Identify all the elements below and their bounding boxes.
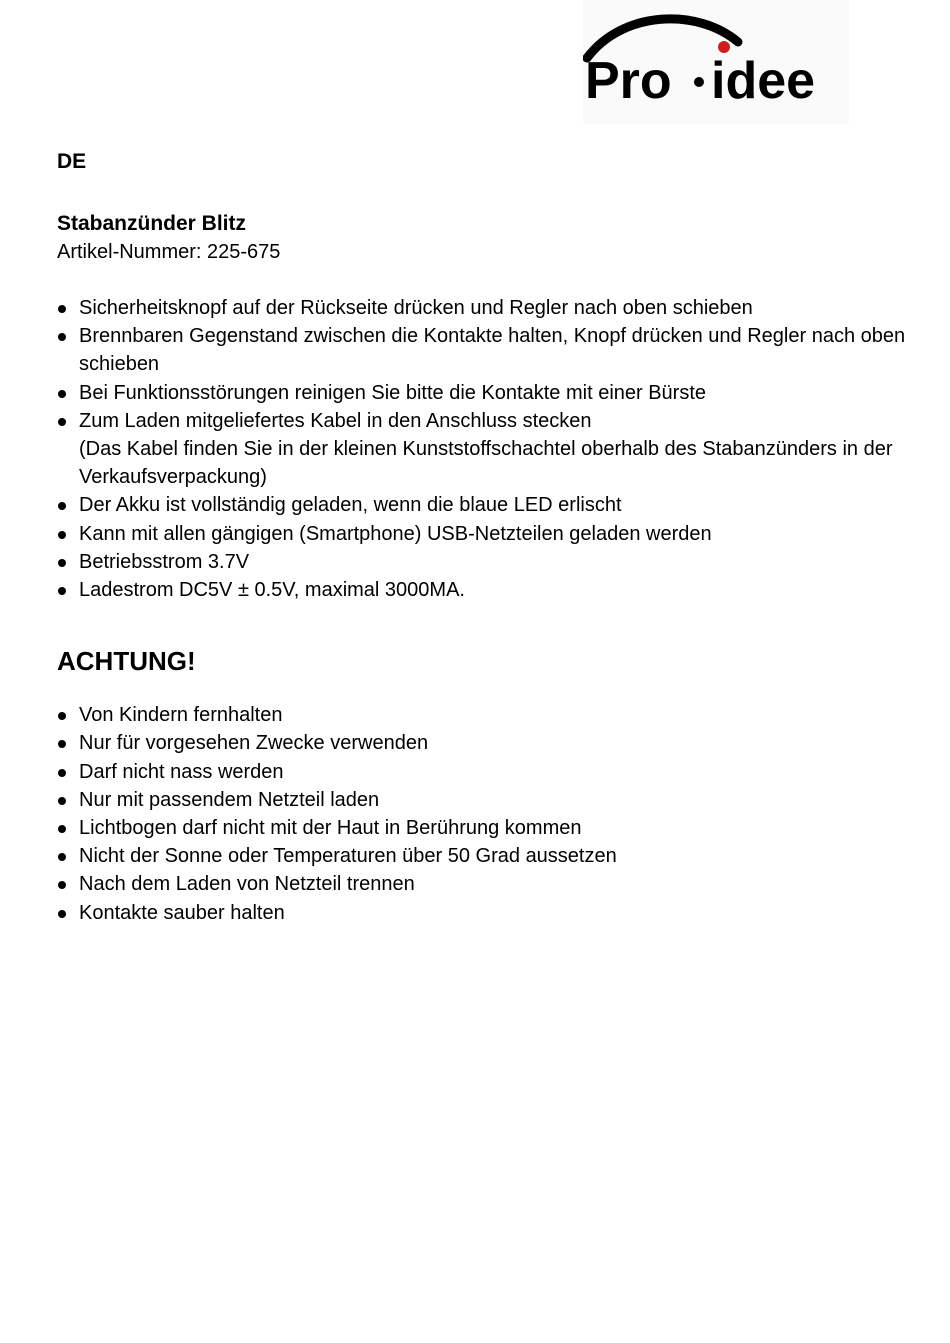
bullet-icon bbox=[58, 531, 66, 539]
document-body bbox=[57, 148, 917, 927]
list-item: Bei Funktionsstörungen reinigen Sie bitte die Kontakte mit einer Bürste bbox=[57, 379, 917, 407]
list-item: Nicht der Sonne oder Temperaturen über 50 Grad aussetzen bbox=[57, 842, 917, 870]
list-item: Kann mit allen gängigen (Smartphone) USB-Netzteilen geladen werden bbox=[57, 520, 917, 548]
cable-note: (Das Kabel finden Sie in der kleinen Kunststoffschachtel oberhalb des Stabanzünders in der Verkaufsverpackung) bbox=[79, 438, 893, 489]
pro-idee-logo-graphic bbox=[583, 0, 849, 124]
bullet-icon bbox=[58, 418, 66, 426]
bullet-icon bbox=[58, 881, 66, 889]
warning-heading: ACHTUNG! bbox=[57, 646, 196, 677]
list-item: Kontakte sauber halten bbox=[57, 899, 917, 927]
bullet-icon bbox=[58, 769, 66, 777]
article-number: Artikel-Nummer: 225-675 bbox=[57, 241, 281, 263]
list-item: Sicherheitsknopf auf der Rückseite drücken und Regler nach oben schieben bbox=[57, 294, 917, 322]
list-item: Zum Laden mitgeliefertes Kabel in den Anschluss stecken (Das Kabel finden Sie in der kleinen Kunststoffschachtel oberhalb des Stabanzünders in der Verkaufsverpackung) bbox=[57, 407, 917, 492]
list-item: Betriebsstrom 3.7V bbox=[57, 548, 917, 576]
product-title: Stabanzünder Blitz bbox=[57, 212, 247, 235]
bullet-icon bbox=[58, 797, 66, 805]
list-item: Nur mit passendem Netzteil laden bbox=[57, 786, 917, 814]
list-item: Brennbaren Gegenstand zwischen die Kontakte halten, Knopf drücken und Regler nach oben schieben bbox=[57, 322, 917, 378]
bullet-icon bbox=[58, 390, 66, 398]
list-item: Von Kindern fernhalten bbox=[57, 701, 917, 729]
language-code: DE bbox=[57, 150, 87, 173]
bullet-icon bbox=[58, 587, 66, 595]
bullet-icon bbox=[58, 502, 66, 510]
list-item: Der Akku ist vollständig geladen, wenn die blaue LED erlischt bbox=[57, 491, 917, 519]
list-item: Darf nicht nass werden bbox=[57, 758, 917, 786]
bullet-icon bbox=[58, 825, 66, 833]
list-item: Nur für vorgesehen Zwecke verwenden bbox=[57, 729, 917, 757]
bullet-icon bbox=[58, 740, 66, 748]
warning-list bbox=[57, 701, 917, 927]
logo-text-left: Pro bbox=[585, 52, 672, 110]
list-item: Lichtbogen darf nicht mit der Haut in Berührung kommen bbox=[57, 814, 917, 842]
instructions-list bbox=[57, 294, 917, 604]
bullet-icon bbox=[58, 853, 66, 861]
list-item: Ladestrom DC5V ± 0.5V, maximal 3000MA. bbox=[57, 576, 917, 604]
logo-text-right: idee bbox=[711, 52, 816, 110]
bullet-icon bbox=[58, 333, 66, 341]
bullet-icon bbox=[58, 712, 66, 720]
pro-idee-logo bbox=[583, 0, 849, 124]
bullet-icon bbox=[58, 910, 66, 918]
list-item: Nach dem Laden von Netzteil trennen bbox=[57, 870, 917, 898]
bullet-icon bbox=[58, 559, 66, 567]
bullet-icon bbox=[58, 305, 66, 313]
